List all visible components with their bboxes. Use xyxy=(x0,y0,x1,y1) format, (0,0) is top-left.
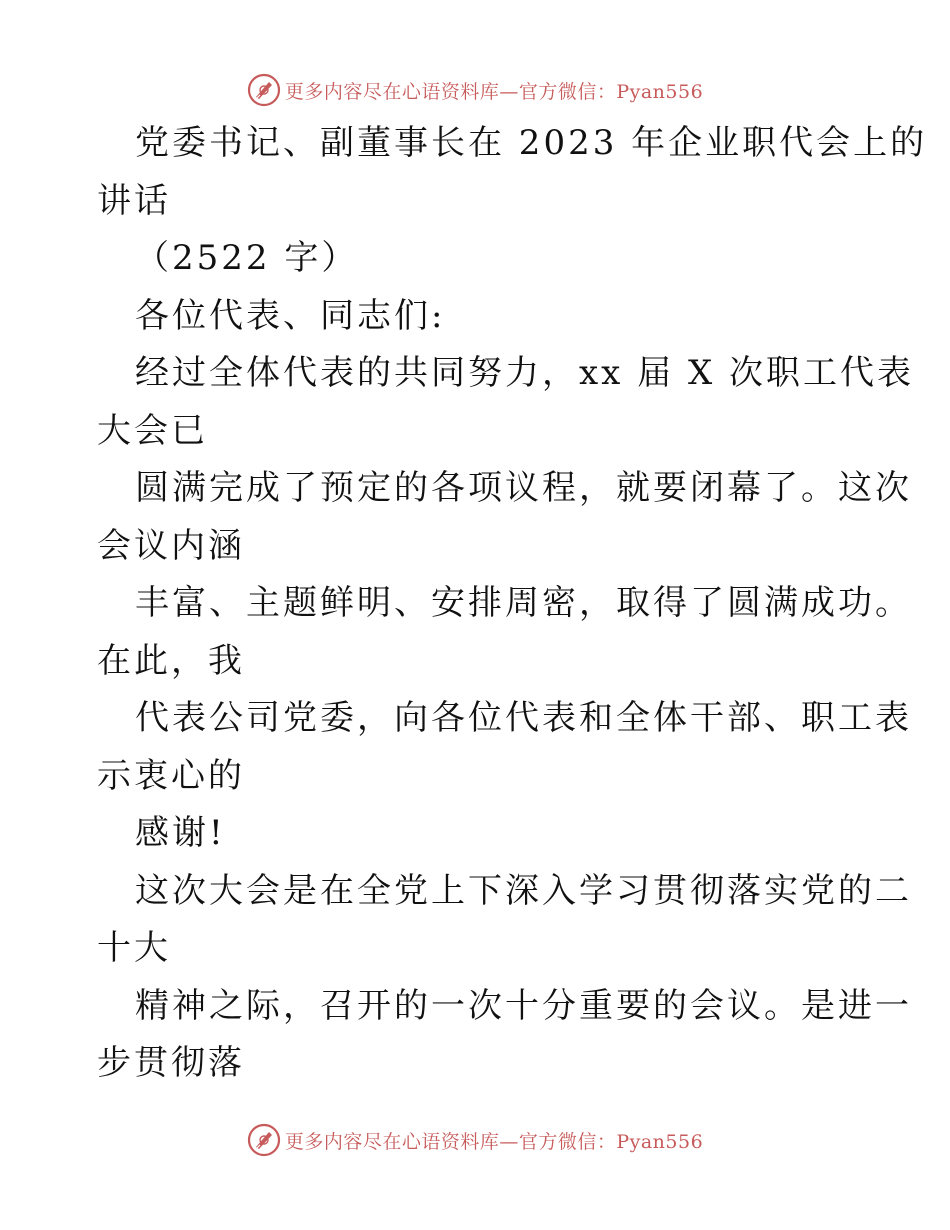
paragraph-line: 经过全体代表的共同努力，xx 届 X 次职工代表 xyxy=(135,353,914,393)
paragraph-line: 感谢! xyxy=(135,813,226,853)
paragraph-line: 圆满完成了预定的各项议程，就要闭幕了。这次 xyxy=(135,468,912,508)
paragraph-line: 这次大会是在全党上下深入学习贯彻落实党的二 xyxy=(135,870,912,911)
paragraph-line: 党委书记、副董事长在 2023 年企业职代会上的 xyxy=(135,123,928,163)
paragraph-line: 精神之际，召开的一次十分重要的会议。是进一 xyxy=(135,985,912,1026)
paragraph-line: 讲话 xyxy=(97,180,171,221)
footer-banner-text: 更多内容尽在心语资料库—官方微信：Pyan556 xyxy=(284,1130,704,1153)
paragraph-line: 示衷心的 xyxy=(97,755,245,796)
paragraph-line: 各位代表、同志们: xyxy=(135,295,446,336)
quill-logo-icon xyxy=(247,73,281,107)
paragraph-line: 十大 xyxy=(97,928,171,968)
paragraph-line: 步贯彻落 xyxy=(97,1043,245,1083)
paragraph-line: 会议内涵 xyxy=(97,525,245,566)
paragraph-line: （2522 字） xyxy=(135,238,359,278)
quill-logo-icon xyxy=(247,1123,281,1157)
paragraph-line: 代表公司党委，向各位代表和全体干部、职工表 xyxy=(135,698,912,738)
paragraph-line: 丰富、主题鲜明、安排周密，取得了圆满成功。 xyxy=(135,583,912,623)
header-banner xyxy=(0,70,950,110)
paragraph-line: 大会已 xyxy=(97,410,208,451)
header-banner-text: 更多内容尽在心语资料库—官方微信：Pyan556 xyxy=(284,80,704,103)
footer-banner xyxy=(0,1120,950,1160)
document-body xyxy=(97,115,928,1093)
paragraph-line: 在此，我 xyxy=(97,640,245,681)
